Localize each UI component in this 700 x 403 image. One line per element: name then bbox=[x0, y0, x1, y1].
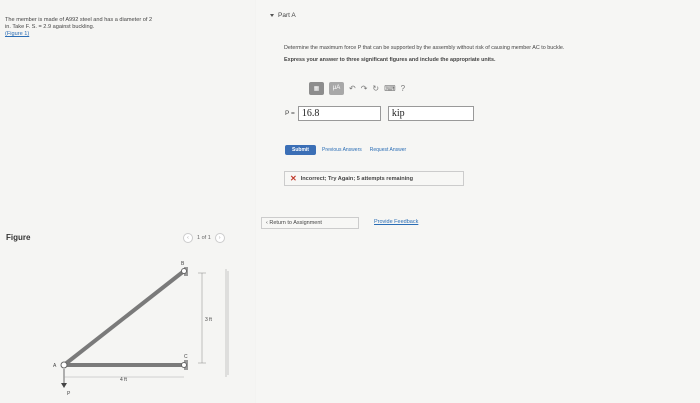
question-text: Determine the maximum force P that can be supported by the assembly without risk of causing member AC to buckle. bbox=[284, 45, 565, 51]
previous-figure-button[interactable]: ‹ bbox=[183, 233, 193, 243]
mu-units-button[interactable]: μA bbox=[329, 82, 344, 95]
pin-A bbox=[61, 362, 67, 368]
undo-icon[interactable]: ↶ bbox=[349, 83, 356, 93]
label-dimension-horizontal: 4 ft bbox=[120, 377, 127, 383]
help-icon[interactable]: ? bbox=[400, 83, 406, 93]
keyboard-icon[interactable]: ⌨ bbox=[384, 83, 396, 93]
template-icon[interactable]: ▦ bbox=[309, 82, 324, 95]
next-figure-button[interactable]: › bbox=[215, 233, 225, 243]
answer-value-input[interactable]: 16.8 bbox=[298, 106, 381, 121]
wall-support bbox=[226, 269, 228, 377]
provide-feedback-link[interactable]: Provide Feedback bbox=[374, 219, 419, 225]
pager-text: 1 of 1 bbox=[197, 235, 211, 241]
label-C: C bbox=[184, 354, 188, 360]
feedback-message: Incorrect; Try Again; 5 attempts remaining bbox=[300, 175, 414, 182]
pin-B bbox=[182, 269, 187, 274]
answer-links bbox=[322, 147, 406, 153]
answer-toolbar bbox=[309, 80, 471, 96]
label-P: P bbox=[67, 391, 71, 397]
label-B: B bbox=[181, 261, 185, 267]
label-A: A bbox=[53, 363, 57, 369]
incorrect-x-icon: ✕ bbox=[290, 174, 297, 183]
pin-C bbox=[182, 363, 187, 368]
return-to-assignment-button[interactable]: ‹ Return to Assignment bbox=[261, 217, 359, 229]
part-a-header[interactable] bbox=[270, 12, 296, 19]
collapse-triangle-icon[interactable] bbox=[270, 14, 274, 17]
figure-heading: Figure bbox=[6, 233, 31, 242]
part-a-title: Part A bbox=[278, 12, 296, 19]
answer-unit-input[interactable]: kip bbox=[388, 106, 474, 121]
redo-icon[interactable]: ↷ bbox=[360, 83, 368, 93]
figure-pager bbox=[183, 233, 225, 243]
problem-text-line-1: The member is made of A992 steel and has a diameter of 2 bbox=[5, 17, 153, 23]
instruction-text: Express your answer to three significant figures and include the appropriate units. bbox=[284, 57, 496, 63]
truss-figure bbox=[50, 255, 250, 400]
figure-link[interactable]: (Figure 1) bbox=[5, 31, 30, 37]
problem-statement bbox=[5, 17, 245, 38]
answer-row bbox=[285, 106, 474, 121]
feedback-banner bbox=[284, 171, 464, 186]
previous-answers-link[interactable]: Previous Answers bbox=[322, 147, 362, 153]
member-AB bbox=[64, 271, 184, 365]
reset-icon[interactable]: ↻ bbox=[372, 83, 380, 93]
label-dimension-vertical: 3 ft bbox=[205, 317, 212, 323]
submit-button[interactable]: Submit bbox=[285, 145, 316, 155]
request-answer-link[interactable]: Request Answer bbox=[369, 147, 407, 153]
problem-text-line-2: in. Take F. S. = 2.9 against buckling. bbox=[5, 24, 95, 30]
answer-label: P = bbox=[285, 110, 295, 117]
